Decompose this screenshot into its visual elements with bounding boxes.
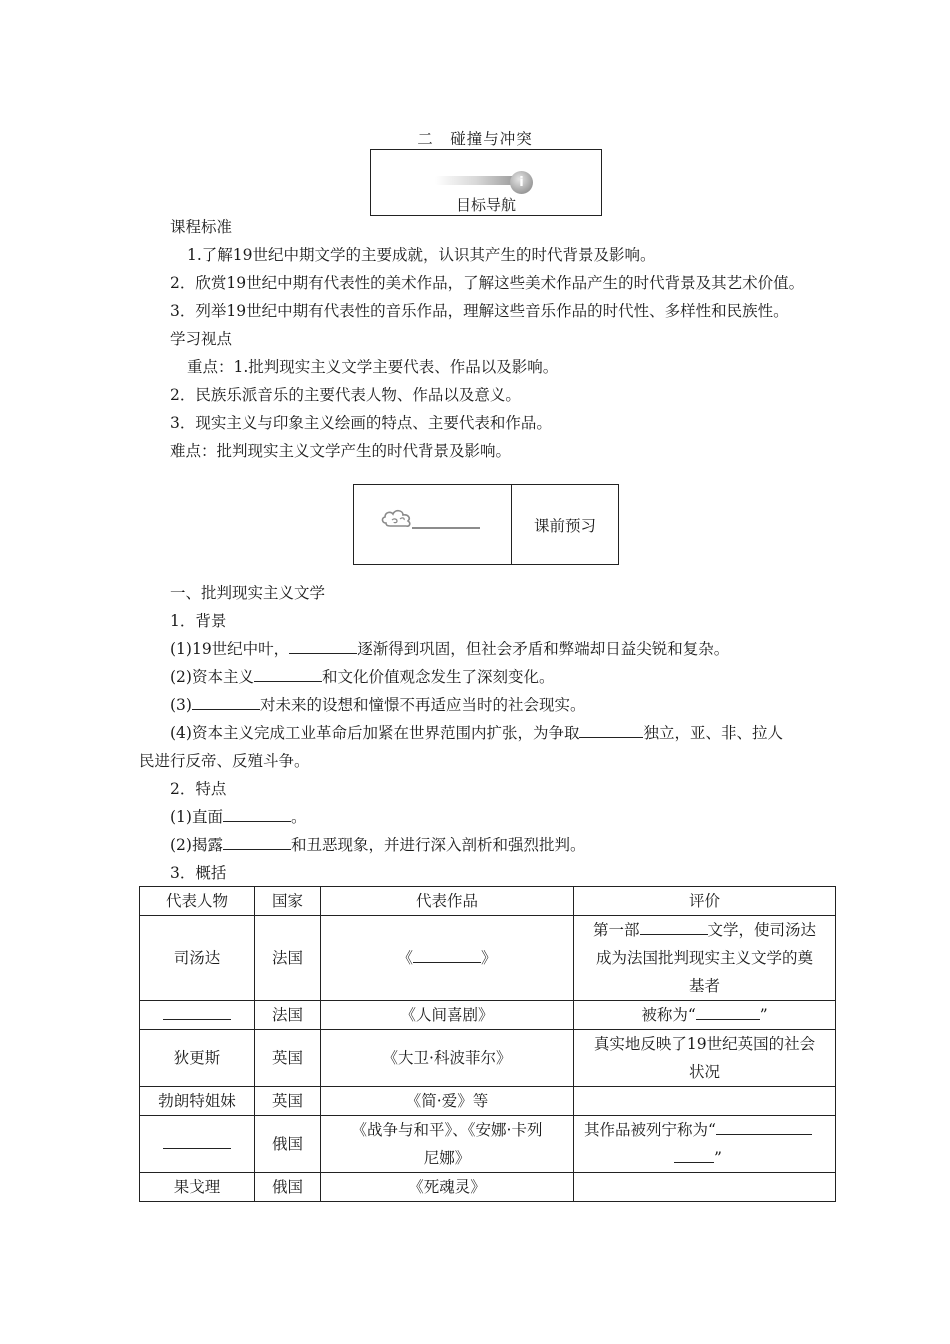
evaluation-cell: 第一部 文学，使司汤达 成为法国批判现实主义文学的奠 基者 [574,916,836,1001]
evaluation-cell: 其作品被列宁称为“ ” [574,1116,836,1173]
person-cell: 勃朗特姐妹 [140,1087,255,1116]
fill-blank[interactable] [289,639,357,654]
cloud-icon [380,507,416,531]
study-view-heading: 学习视点 [170,330,233,348]
fill-blank[interactable] [163,1134,231,1149]
background-continuation: 民进行反帝、反殖斗争。 [139,752,310,770]
background-item: (3) 对未来的设想和憧憬不再适应当时的社会现实。 [170,696,586,714]
key-point: 重点：1.批判现实主义文学主要代表、作品以及影响。 [187,358,559,376]
fill-blank[interactable] [223,807,291,822]
fill-blank[interactable] [163,1005,231,1020]
course-standard-heading: 课程标准 [170,218,233,236]
work-cell: 《人间喜剧》 [321,1001,574,1030]
country-cell: 俄国 [255,1173,321,1202]
work-cell: 《大卫·科波菲尔》 [321,1030,574,1087]
summary-table [139,886,836,1202]
work-cell: 《 》 [321,916,574,1001]
key-point: 3．现实主义与印象主义绘画的特点、主要代表和作品。 [170,414,552,432]
country-cell: 法国 [255,916,321,1001]
banner-line [412,527,480,529]
evaluation-cell [574,1087,836,1116]
country-cell: 法国 [255,1001,321,1030]
course-standard-item: 3．列举19世纪中期有代表性的音乐作品，理解这些音乐作品的时代性、多样性和民族性。 [170,302,789,320]
fill-blank[interactable] [223,835,291,850]
key-point: 2．民族乐派音乐的主要代表人物、作品以及意义。 [170,386,521,404]
evaluation-cell: 真实地反映了19世纪英国的社会 状况 [574,1030,836,1087]
country-cell: 英国 [255,1087,321,1116]
person-cell: 司汤达 [140,916,255,1001]
preview-label: 课前预习 [533,516,596,535]
fill-blank[interactable] [579,723,643,738]
fill-blank[interactable] [254,667,322,682]
subsection-heading: 2．特点 [170,780,227,798]
banner-decoration [354,485,512,564]
table-row [140,1030,836,1087]
work-cell: 《战争与和平》、《安娜·卡列 尼娜》 [321,1116,574,1173]
table-row [140,1087,836,1116]
fill-blank[interactable] [192,695,260,710]
table-header-row [140,887,836,916]
background-item: (4)资本主义完成工业革命后加紧在世界范围内扩张，为争取 独立，亚、非、拉人 [170,724,783,742]
person-cell: 狄更斯 [140,1030,255,1087]
column-header: 代表人物 [140,887,255,916]
fill-blank[interactable] [696,1005,760,1020]
country-cell: 英国 [255,1030,321,1087]
feature-item: (2)揭露 和丑恶现象，并进行深入剖析和强烈批判。 [170,836,586,854]
info-icon: i [510,171,533,194]
subsection-heading: 1．背景 [170,612,227,630]
difficulty-point: 难点：批判现实主义文学产生的时代背景及影响。 [170,442,512,460]
fill-blank[interactable] [716,1120,812,1135]
country-cell: 俄国 [255,1116,321,1173]
column-header: 国家 [255,887,321,916]
table-row [140,1173,836,1202]
course-standard-item: 2．欣赏19世纪中期有代表性的美术作品，了解这些美术作品产生的时代背景及其艺术价值。 [170,274,805,292]
fill-blank[interactable] [674,1148,714,1163]
evaluation-cell [574,1173,836,1202]
subsection-heading: 3．概括 [170,864,227,882]
work-cell: 《死魂灵》 [321,1173,574,1202]
feature-item: (1)直面 。 [170,808,307,826]
column-header: 代表作品 [321,887,574,916]
background-item: (2)资本主义 和文化价值观念发生了深刻变化。 [170,668,555,686]
fill-blank[interactable] [640,920,708,935]
section-heading: 一、批判现实主义文学 [170,584,326,602]
person-cell: 果戈理 [140,1173,255,1202]
goal-navigation-banner [370,149,602,216]
person-cell [140,1001,255,1030]
work-cell: 《简·爱》等 [321,1087,574,1116]
preview-banner [353,484,619,565]
page-title: 二 碰撞与冲突 [417,130,533,148]
table-row [140,1116,836,1173]
table-row [140,1001,836,1030]
fill-blank[interactable] [413,948,481,963]
column-header: 评价 [574,887,836,916]
evaluation-cell: 被称为“ ” [574,1001,836,1030]
person-cell [140,1116,255,1173]
banner-label: 目标导航 [455,196,516,214]
course-standard-item: 1.了解19世纪中期文学的主要成就，认识其产生的时代背景及影响。 [187,246,656,264]
background-item: (1)19世纪中叶， 逐渐得到巩固，但社会矛盾和弊端却日益尖锐和复杂。 [170,640,730,658]
table-row [140,916,836,1001]
